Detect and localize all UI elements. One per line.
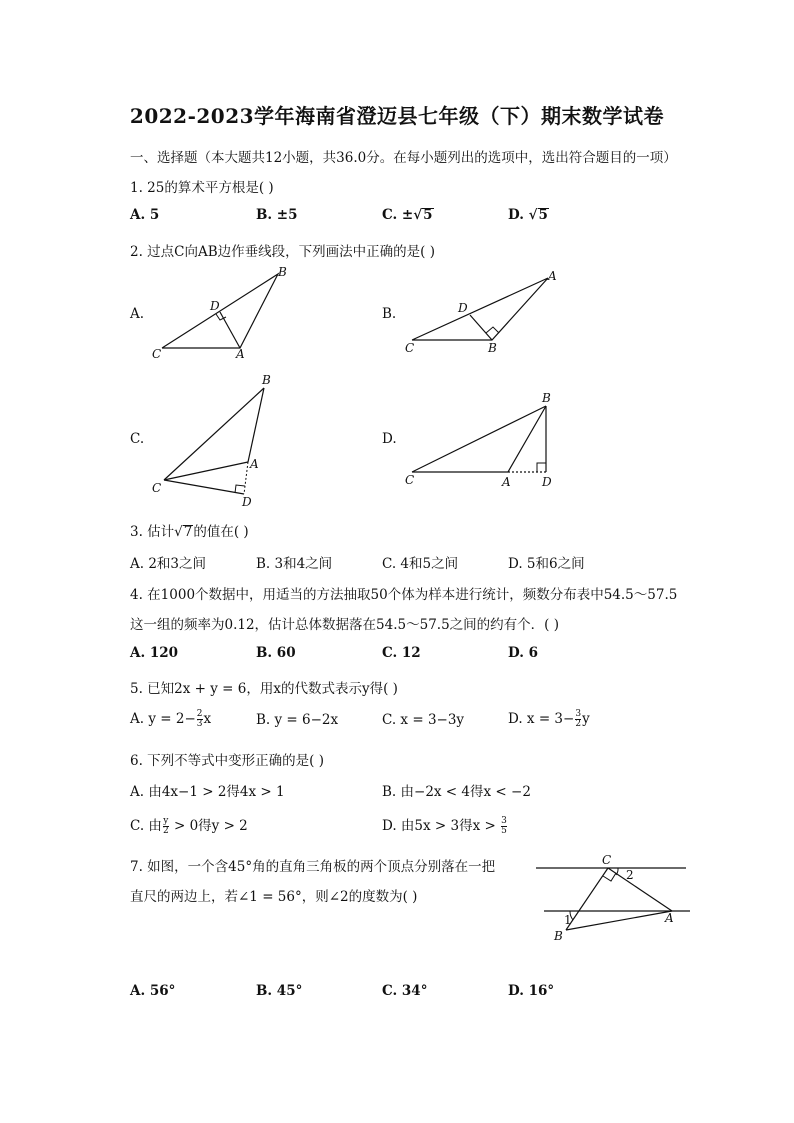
question-7-line-2: 直尺的两边上，若∠1 = 56°，则∠2的度数为( ) xyxy=(130,889,418,905)
q6-option-d: D. 由5x > 3得x > $\frac{3}{5}$ xyxy=(382,816,507,836)
q1-option-d: D. √5 xyxy=(508,207,548,223)
q2d-label-d: D xyxy=(542,475,552,489)
question-6-stem: 6. 下列不等式中变形正确的是( ) xyxy=(130,753,324,769)
q5-option-c: C. x = 3−3y xyxy=(382,712,465,728)
q7-label-2: 2 xyxy=(626,868,634,882)
q7-label-b: B xyxy=(554,929,563,943)
question-2-stem: 2. 过点C向AB边作垂线段，下列画法中正确的是( ) xyxy=(130,244,435,260)
q2d-label-a: A xyxy=(502,475,511,489)
q4-option-d: D. 6 xyxy=(508,645,539,661)
q3-option-b: B. 3和4之间 xyxy=(256,556,333,572)
q2-figure-d xyxy=(400,390,570,490)
q2-figure-b xyxy=(400,268,570,358)
q4-option-a: A. 120 xyxy=(130,645,179,661)
q5-option-d: D. x = 3− $\frac{3}{2}$ y xyxy=(508,709,590,729)
q4-option-c: C. 12 xyxy=(382,645,421,661)
question-1-stem: 1. 25的算术平方根是( ) xyxy=(130,180,274,196)
q3-option-a: A. 2和3之间 xyxy=(130,556,207,572)
q3-option-c: C. 4和5之间 xyxy=(382,556,459,572)
q3-option-d: D. 5和6之间 xyxy=(508,556,585,572)
q2-option-c: C. xyxy=(130,431,145,447)
q7-label-a: A xyxy=(665,911,674,925)
q7-figure xyxy=(530,850,700,950)
q1-option-a: A. 5 xyxy=(130,207,160,223)
q7-option-c: C. 34° xyxy=(382,983,428,999)
question-7-line-1: 7. 如图，一个含45°角的直角三角板的两个顶点分别落在一把 xyxy=(130,859,496,875)
q1-option-c: C. ±√5 xyxy=(382,207,433,223)
q5-option-a: A. y = 2− $\frac{2}{3}$ x xyxy=(130,709,212,729)
question-4-line-2: 这一组的频率为0.12，估计总体数据落在54.5～57.5之间的约有个．( ) xyxy=(130,617,559,633)
q2c-label-c: C xyxy=(152,481,162,495)
q2b-label-d: D xyxy=(458,301,468,315)
q2-option-d: D. xyxy=(382,431,397,447)
q7-option-b: B. 45° xyxy=(256,983,303,999)
q5-option-b: B. y = 6−2x xyxy=(256,712,339,728)
q2-option-b: B. xyxy=(382,306,397,322)
question-5-stem: 5. 已知2x + y = 6，用x的代数式表示y得( ) xyxy=(130,681,398,697)
question-4-line-1: 4. 在1000个数据中，用适当的方法抽取50个体为样本进行统计，频数分布表中54.5～57.5 xyxy=(130,587,678,603)
q6-option-a: A. 由4x−1 > 2得4x > 1 xyxy=(130,784,285,800)
q7-option-a: A. 56° xyxy=(130,983,176,999)
q2b-label-a: A xyxy=(548,269,557,283)
q2c-label-a: A xyxy=(250,457,259,471)
exam-title: 2022-2023学年海南省澄迈县七年级（下）期末数学试卷 xyxy=(129,104,665,128)
q2-figure-a xyxy=(150,262,300,362)
q2a-label-c: C xyxy=(152,347,162,361)
q1-option-b: B. ±5 xyxy=(256,207,298,223)
section-heading: 一、选择题（本大题共12小题，共36.0分。在每小题列出的选项中，选出符合题目的一项） xyxy=(130,150,677,166)
q6-option-c: C. 由 $\frac{y}{2}$ > 0得y > 2 xyxy=(130,816,248,836)
q7-label-c: C xyxy=(602,853,612,867)
q7-label-1: 1 xyxy=(564,913,572,927)
q2a-label-a: A xyxy=(236,347,245,361)
question-3-stem: 3. 估计√7的值在( ) xyxy=(130,524,249,540)
q6-option-b: B. 由−2x < 4得x < −2 xyxy=(382,784,531,800)
q4-option-b: B. 60 xyxy=(256,645,296,661)
q2c-label-b: B xyxy=(262,373,271,387)
q2a-label-d: D xyxy=(210,299,220,313)
q2b-label-c: C xyxy=(405,341,415,355)
q2c-label-d: D xyxy=(242,495,252,509)
q2-figure-c xyxy=(150,372,280,512)
q2d-label-b: B xyxy=(542,391,551,405)
q2b-label-b: B xyxy=(488,341,497,355)
q7-option-d: D. 16° xyxy=(508,983,555,999)
q2a-label-b: B xyxy=(278,265,287,279)
q2d-label-c: C xyxy=(405,473,415,487)
q2-option-a: A. xyxy=(130,306,145,322)
